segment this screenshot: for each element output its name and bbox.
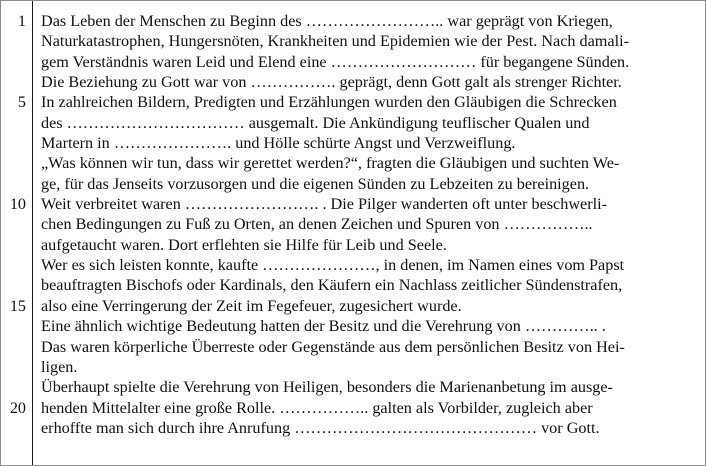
line-text: In zahlreichen Bildern, Predigten und Erzählungen wurden den Gläubigen die Schrecken	[41, 93, 617, 112]
line-text: aufgetaucht waren. Dort erflehten sie Hilfe für Leib und Seele.	[41, 235, 447, 254]
text-lines	[1, 11, 705, 438]
text-line	[1, 113, 705, 133]
line-text: ligen.	[41, 357, 78, 376]
text-line	[1, 52, 705, 72]
text-line	[1, 398, 705, 418]
line-text: Das waren körperliche Überreste oder Gegenstände aus dem persönlichen Besitz von Hei-	[41, 337, 625, 356]
line-text: ge, für das Jenseits vorzusorgen und die eigenen Sünden zu Lebzeiten zu bereinigen.	[41, 174, 590, 193]
line-number: 15	[9, 296, 26, 315]
text-line	[1, 194, 705, 214]
line-text: Überhaupt spielte die Verehrung von Heiligen, besonders die Marienanbetung im ausge-	[41, 378, 613, 397]
text-line	[1, 316, 705, 336]
text-line	[1, 133, 705, 153]
line-number: 1	[17, 12, 26, 30]
line-text: Das Leben der Menschen zu Beginn des …………………….. war geprägt von Kriegen,	[41, 12, 613, 30]
text-line	[1, 235, 705, 255]
text-line	[1, 72, 705, 92]
text-line	[1, 357, 705, 377]
text-line	[1, 275, 705, 295]
line-text: Die Beziehung zu Gott war von ……………. geprägt, denn Gott galt als strenger Richter.	[41, 73, 622, 92]
line-number: 20	[9, 398, 26, 417]
text-line	[1, 31, 705, 51]
line-text: chen Bedingungen zu Fuß zu Orten, an denen Zeichen und Spuren von ……………..	[41, 215, 593, 234]
line-text: gem Verständnis waren Leid und Elend eine ……………………… für begangene Sünden.	[41, 52, 630, 71]
line-text: Martern in …………………. und Hölle schürte Angst und Verzweiflung.	[41, 134, 516, 153]
line-text: Wer es sich leisten konnte, kaufte …………………, in denen, im Namen eines vom Papst	[41, 256, 625, 275]
text-line	[1, 214, 705, 234]
line-text: „Was können wir tun, dass wir gerettet werden?“, fragten die Gläubigen und suchten We-	[41, 154, 620, 173]
line-text: Naturkatastrophen, Hungersnöten, Krankheiten und Epidemien wie der Pest. Nach damali-	[41, 32, 629, 51]
line-text: also eine Verringerung der Zeit im Fegefeuer, zugesichert wurde.	[41, 296, 462, 315]
line-text: beauftragten Bischofs oder Kardinals, den Käufern ein Nachlass zeitlicher Sündenstrafen,	[41, 276, 623, 295]
text-line	[1, 337, 705, 357]
line-text: henden Mittelalter eine große Rolle. …………….. galten als Vorbilder, zugleich aber	[41, 398, 593, 417]
line-text: Weit verbreitet waren ……………………. . Die Pilger wanderten oft unter beschwerli-	[41, 195, 607, 214]
line-text: Eine ähnlich wichtige Bedeutung hatten der Besitz und die Verehrung von ………….. .	[41, 317, 606, 336]
text-line	[1, 296, 705, 316]
text-line	[1, 418, 705, 438]
text-line	[1, 11, 705, 31]
text-line	[1, 92, 705, 112]
line-text: erhoffte man sich durch ihre Anrufung ……………………………………… vor Gott.	[41, 418, 600, 437]
line-number: 10	[9, 195, 26, 214]
text-line	[1, 255, 705, 275]
text-line	[1, 153, 705, 173]
line-text: des …………………………… ausgemalt. Die Ankündigung teuflischer Qualen und	[41, 113, 590, 132]
text-line	[1, 377, 705, 397]
text-line	[1, 174, 705, 194]
line-number: 5	[17, 93, 26, 112]
